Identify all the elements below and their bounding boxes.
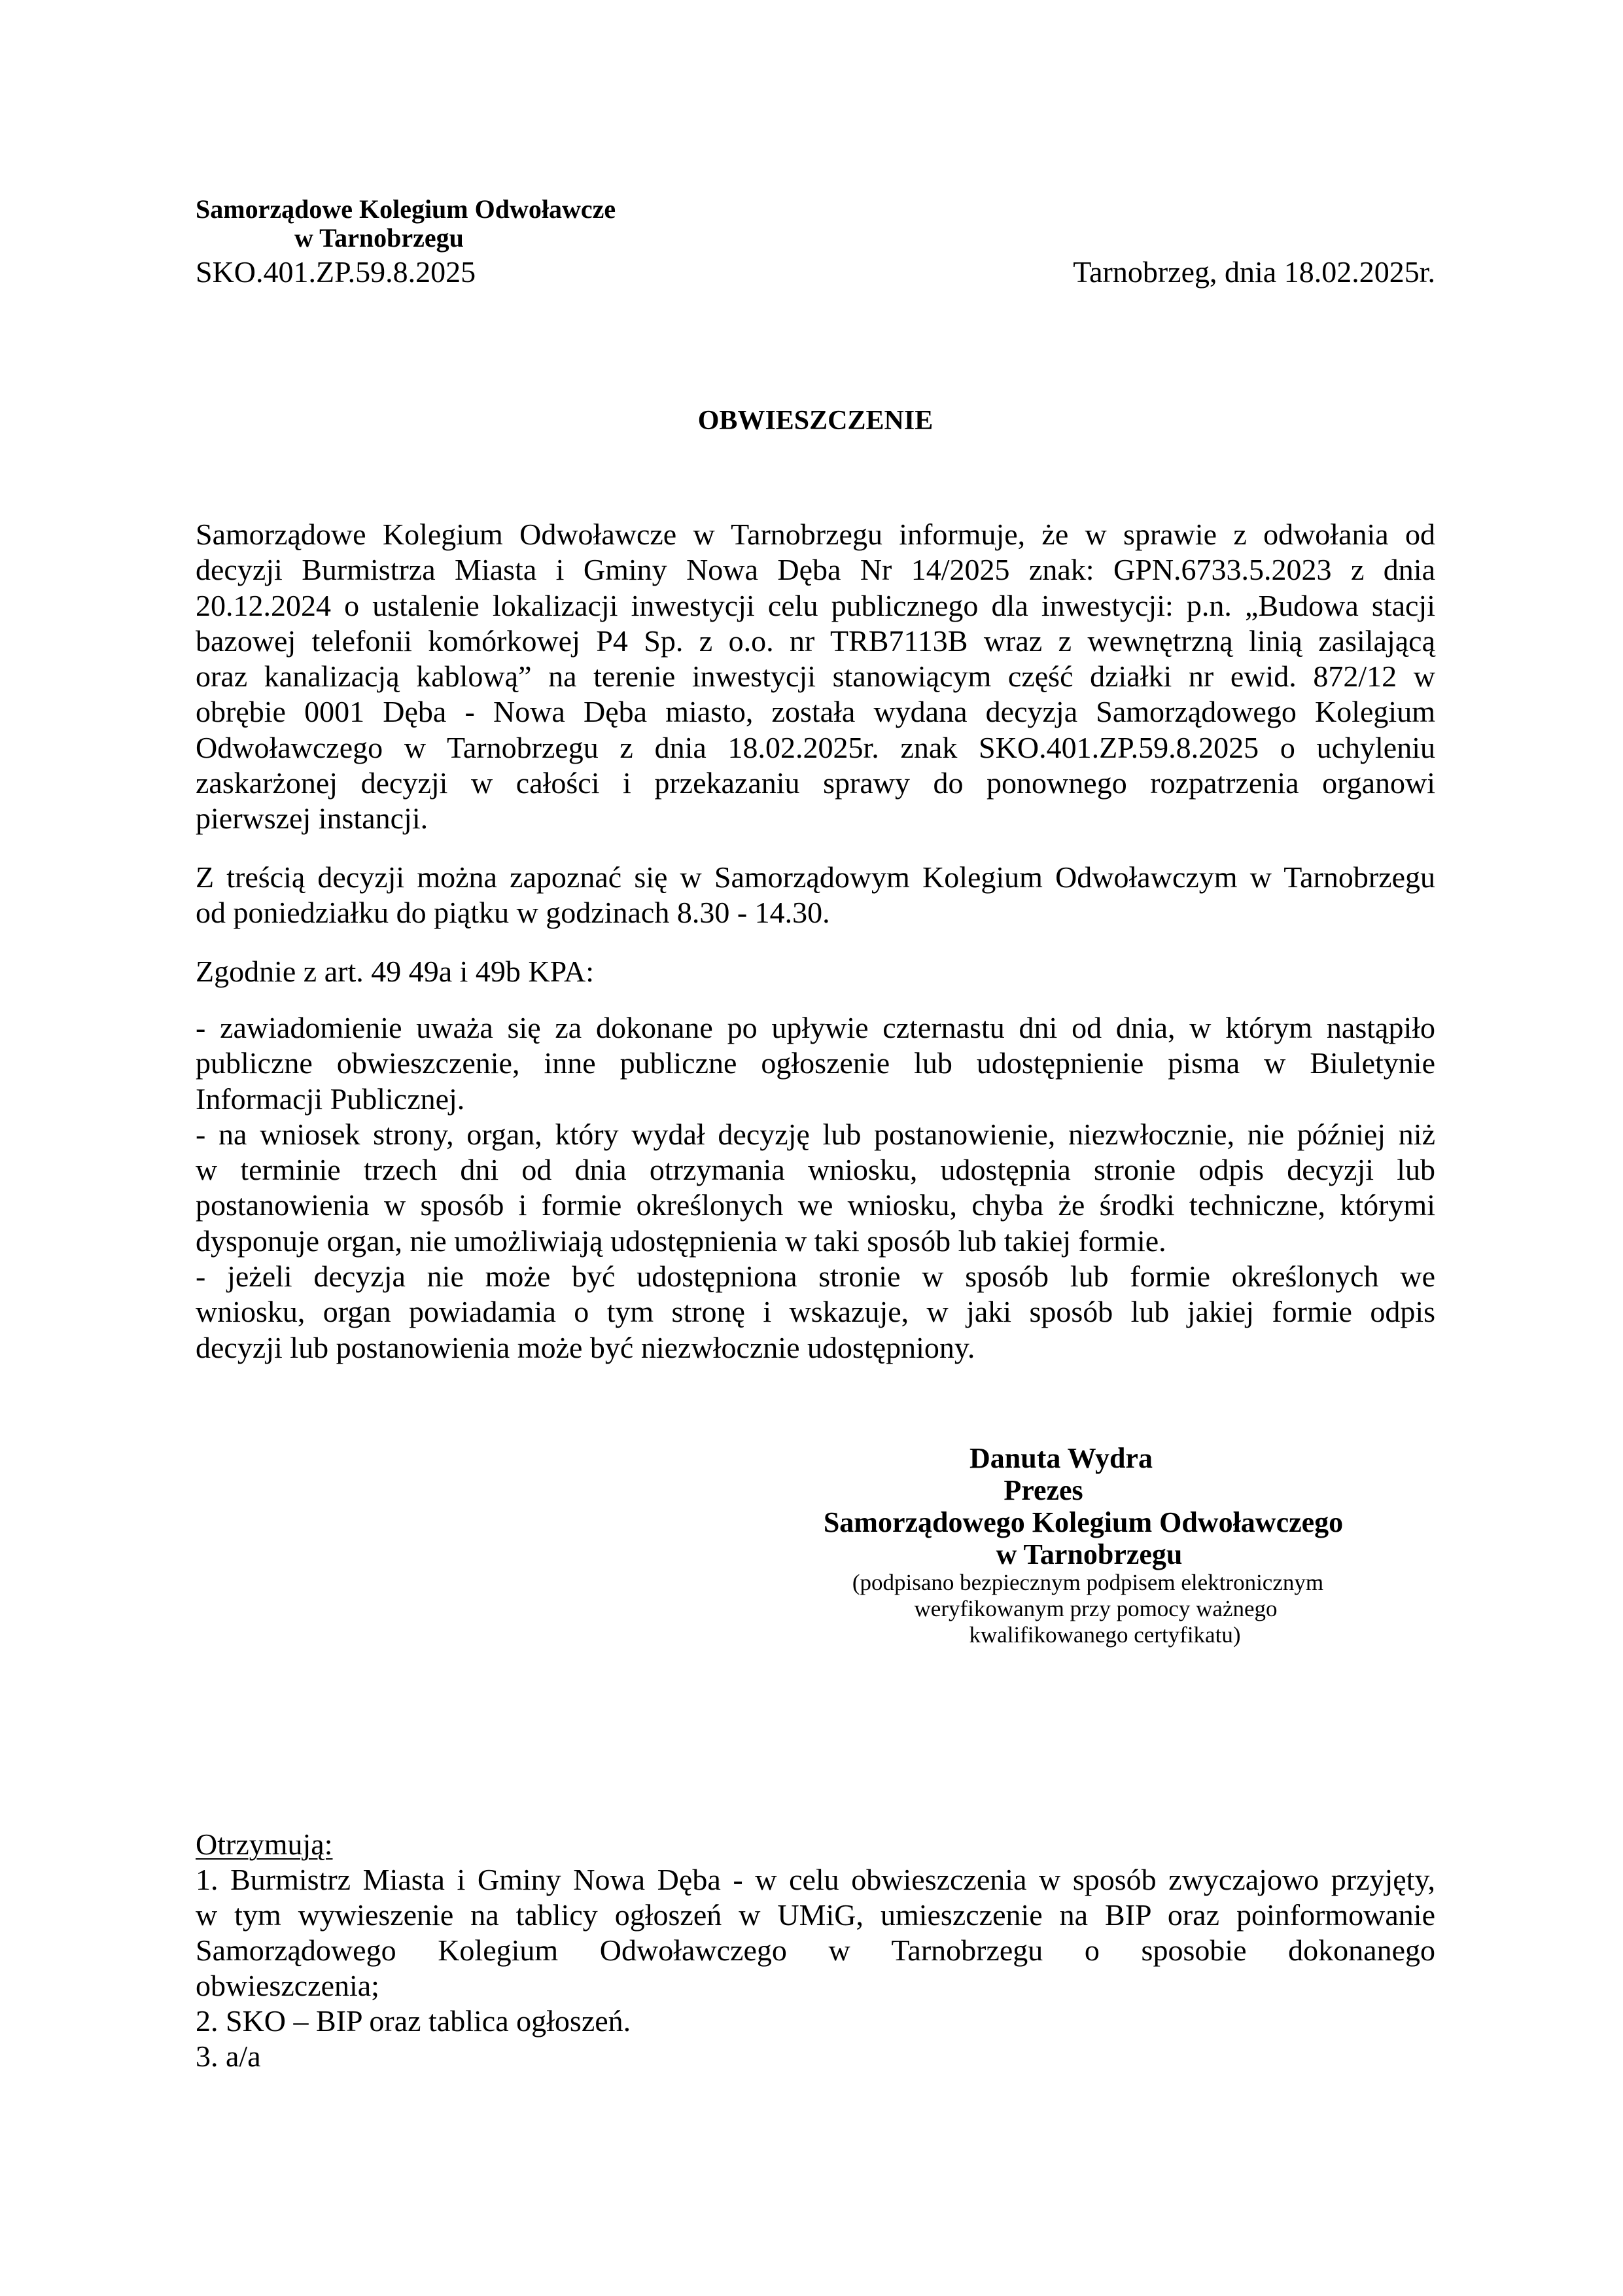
recipient-line: w tym wywieszenie na tablicy ogłoszeń w UMiG, umieszczenie na BIP oraz poinformowanie: [196, 1898, 1435, 1932]
signatory-name: Danuta Wydra: [969, 1442, 1153, 1474]
recipient-line: 3. a/a: [196, 2040, 261, 2073]
authority-location: w Tarnobrzegu: [294, 223, 464, 253]
e-signature-note-line: (podpisano bezpiecznym podpisem elektronicznym: [852, 1570, 1324, 1595]
signatory-position: Prezes: [1003, 1474, 1083, 1506]
legal-points-list: [196, 1010, 1435, 1366]
recipient-line: 1. Burmistrz Miasta i Gminy Nowa Dęba - w celu obwieszczenia w sposób zwyczajowo przyjęty,: [196, 1863, 1435, 1896]
paragraph-line: pierwszej instancji.: [196, 802, 428, 836]
recipient-item: [196, 2004, 1435, 2039]
paragraph-line: 20.12.2024 o ustalenie lokalizacji inwestycji celu publicznego dla inwestycji: p.n. „Budowa stacji: [196, 588, 1435, 622]
list-item-line: - zawiadomienie uważa się za dokonane po upływie czternastu dni od dnia, w którym nastąpiło: [196, 1011, 1435, 1044]
paragraph-line: Samorządowe Kolegium Odwoławcze w Tarnobrzegu informuje, że w sprawie z odwołania od: [196, 518, 1435, 551]
case-reference: SKO.401.ZP.59.8.2025: [196, 255, 476, 289]
list-item-line: wniosku, organ powiadamia o tym stronę i wskazuje, w jaki sposób lub jakiej formie odpis: [196, 1295, 1435, 1329]
paragraph-line: decyzji Burmistrza Miasta i Gminy Nowa Dęba Nr 14/2025 znak: GPN.6733.5.2023 z dnia: [196, 553, 1435, 587]
paragraph-line: obrębie 0001 Dęba - Nowa Dęba miasto, została wydana decyzja Samorządowego Kolegium: [196, 695, 1435, 729]
e-signature-note-line: weryfikowanym przy pomocy ważnego: [914, 1596, 1278, 1621]
list-item-line: - jeżeli decyzja nie może być udostępniona stronie w sposób lub formie określonych we: [196, 1260, 1435, 1294]
recipients-section: [196, 1827, 1435, 2074]
list-item-line: Informacji Publicznej.: [196, 1082, 465, 1116]
recipient-item: [196, 2039, 1435, 2074]
recipient-line: Samorządowego Kolegium Odwoławczego w Tarnobrzegu o sposobie dokonanego: [196, 1934, 1435, 1967]
paragraph-line: zaskarżonej decyzji w całości i przekazaniu sprawy do ponownego rozpatrzenia organowi: [196, 766, 1435, 800]
paragraph-line: od poniedziałku do piątku w godzinach 8.30 - 14.30.: [196, 896, 830, 930]
document-title: OBWIESZCZENIE: [697, 406, 934, 436]
legal-basis-paragraph: [196, 954, 1435, 989]
paragraph-line: oraz kanalizacją kablową” na terenie inwestycji stanowiącym część działki nr ewid. 872/12 w: [196, 660, 1435, 694]
list-item-line: dysponuje organ, nie umożliwiają udostępnienia w taki sposób lub takiej formie.: [196, 1224, 1166, 1258]
recipient-line: 2. SKO – BIP oraz tablica ogłoszeń.: [196, 2004, 631, 2038]
recipient-item: [196, 1862, 1435, 2004]
reference-row: [196, 255, 1435, 290]
signatory-institution: Samorządowego Kolegium Odwoławczego: [823, 1506, 1344, 1538]
list-item-line: decyzji lub postanowienia może być niezwłocznie udostępniony.: [196, 1330, 975, 1364]
list-item: [196, 1117, 1435, 1259]
list-item: [196, 1010, 1435, 1117]
recipient-line: obwieszczenia;: [196, 1969, 379, 2002]
paragraph-line: bazowej telefonii komórkowej P4 Sp. z o.o. nr TRB7113B wraz z wewnętrzną linią zasilającą: [196, 624, 1435, 658]
list-item: [196, 1259, 1435, 1366]
signature-block: [693, 1442, 1478, 1570]
list-item-line: postanowienia w sposób i formie określonych we wniosku, chyba że środki techniczne, którymi: [196, 1188, 1435, 1222]
decision-notice-paragraph: [196, 517, 1435, 837]
access-info-paragraph: [196, 860, 1435, 931]
place-and-date: Tarnobrzeg, dnia 18.02.2025r.: [1073, 255, 1435, 289]
list-item-line: publiczne obwieszczenie, inne publiczne ogłoszenie lub udostępnienie pisma w Biuletynie: [196, 1046, 1435, 1080]
paragraph-line: Odwoławczego w Tarnobrzegu z dnia 18.02.2025r. znak SKO.401.ZP.59.8.2025 o uchyleniu: [196, 730, 1435, 764]
paragraph-line: Z treścią decyzji można zapoznać się w Samorządowym Kolegium Odwoławczym w Tarnobrzegu: [196, 860, 1435, 894]
e-signature-note-line: kwalifikowanego certyfikatu): [969, 1622, 1241, 1648]
paragraph-line: Zgodnie z art. 49 49a i 49b KPA:: [196, 955, 595, 988]
authority-name: Samorządowe Kolegium Odwoławcze: [196, 194, 616, 224]
e-signature-note: [693, 1570, 1478, 1648]
recipients-heading: Otrzymują:: [196, 1828, 333, 1861]
authority-header: [196, 195, 616, 253]
list-item-line: w terminie trzech dni od dnia otrzymania wniosku, udostępnia stronie odpis decyzji lub: [196, 1153, 1435, 1187]
signatory-location: w Tarnobrzegu: [996, 1538, 1183, 1570]
list-item-line: - na wniosek strony, organ, który wydał decyzję lub postanowienie, niezwłocznie, nie później niż: [196, 1117, 1435, 1151]
